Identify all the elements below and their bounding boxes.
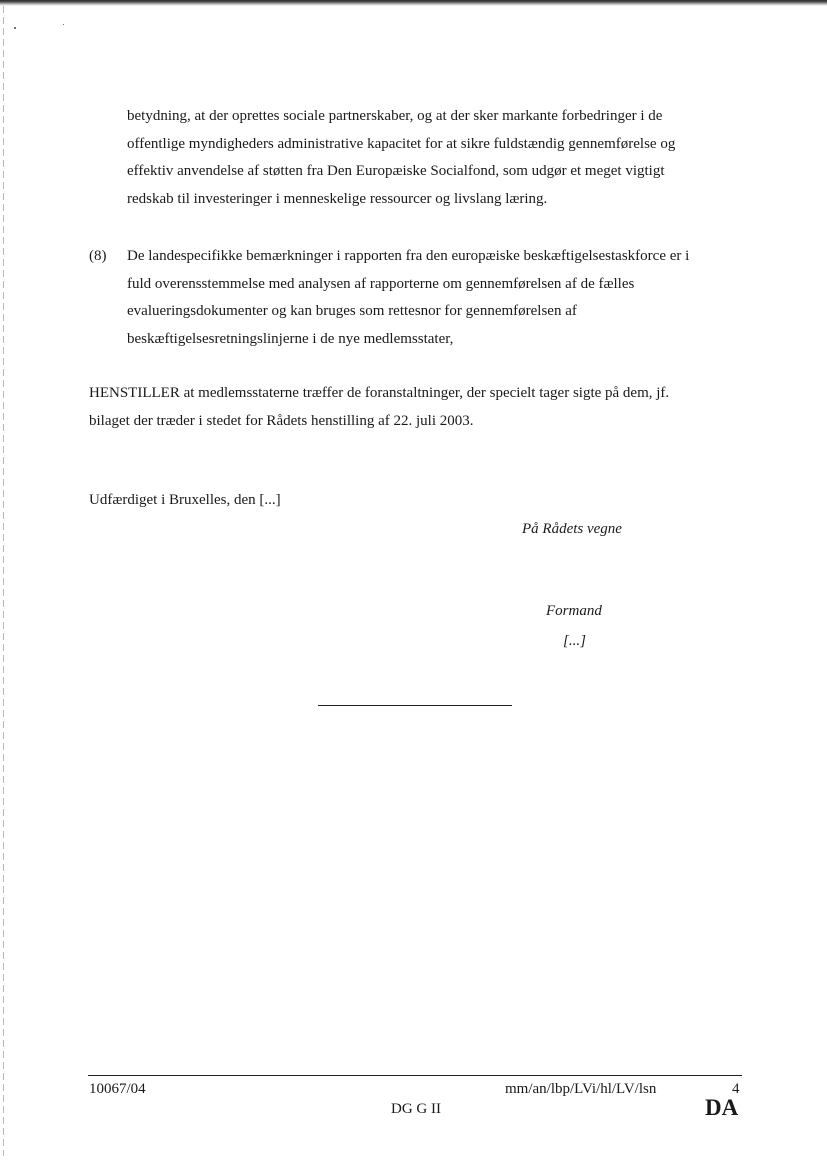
point-8-number: (8) <box>89 248 107 264</box>
scan-speck <box>63 24 64 25</box>
point-8-paragraph <box>127 243 747 353</box>
text-line: effektiv anvendelse af støtten fra Den Europæiske Socialfond, som udgør et meget vigtigt <box>127 163 665 179</box>
scan-edge-top <box>0 0 827 6</box>
text-line: bilaget der træder i stedet for Rådets henstilling af 22. juli 2003. <box>89 412 474 429</box>
president-name: [...] <box>563 633 586 649</box>
footer-rule <box>88 1075 742 1076</box>
paragraph-continuation <box>127 103 747 213</box>
done-at-line: Udfærdiget i Bruxelles, den [...] <box>89 492 281 508</box>
footer-reference: mm/an/lbp/LVi/hl/LV/lsn <box>505 1081 657 1097</box>
recommendation-paragraph <box>89 380 739 435</box>
scan-edge-left <box>3 6 4 1156</box>
footer-doc-number: 10067/04 <box>89 1081 146 1097</box>
footer-directorate: DG G II <box>391 1101 441 1117</box>
scan-speck <box>14 27 16 29</box>
text-line: HENSTILLER at medlemsstaterne træffer de foranstaltninger, der specielt tager sigte på dem, jf. <box>89 385 670 401</box>
text-line: fuld overensstemmelse med analysen af rapporterne om gennemførelsen af de fælles <box>127 275 635 292</box>
president-title: Formand <box>546 603 602 619</box>
text-line: redskab til investeringer i menneskelige ressourcer og livslang læring. <box>127 190 548 207</box>
text-line: beskæftigelsesretningslinjerne i de nye medlemsstater, <box>127 330 454 347</box>
footer-page-number: 4 <box>732 1081 740 1097</box>
text-line: betydning, at der oprettes sociale partnerskaber, og at der sker markante forbedringer i de <box>127 108 663 124</box>
text-line: offentlige myndigheders administrative kapacitet for at sikre fuldstændig gennemførelse og <box>127 135 676 152</box>
text-line: De landespecifikke bemærkninger i rapporten fra den europæiske beskæftigelsestaskforce er i <box>127 248 690 264</box>
on-behalf-line: På Rådets vegne <box>522 521 622 537</box>
footer-language-code: DA <box>705 1095 739 1120</box>
text-line: evalueringsdokumenter og kan bruges som rettesnor for gennemførelsen af <box>127 303 577 319</box>
separator-rule <box>318 705 512 706</box>
